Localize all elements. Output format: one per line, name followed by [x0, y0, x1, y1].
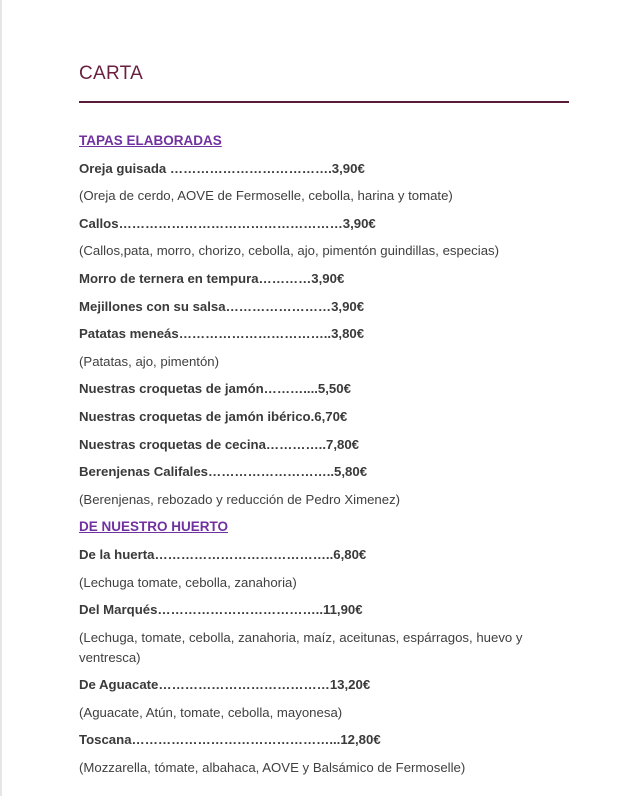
menu-item-de-aguacate: De Aguacate…………………………………13,20€: [79, 677, 371, 693]
menu-content: [79, 131, 569, 786]
menu-item-description: (Lechuga, tomate, cebolla, zanahoria, maíz, aceitunas, espárragos, huevo y ventresca): [79, 629, 523, 665]
page-edge-rule: [0, 0, 2, 796]
title-divider: [79, 101, 569, 103]
menu-item-description: (Mozzarella, tómate, albahaca, AOVE y Balsámico de Fermoselle): [79, 760, 466, 776]
menu-item-croquetas-cecina: Nuestras croquetas de cecina…………..7,80€: [79, 436, 359, 452]
menu-item-croquetas-jamon-iberico: Nuestras croquetas de jamón ibérico.6,70€: [79, 408, 348, 424]
menu-item-de-la-huerta: De la huerta…………………………………..6,80€: [79, 546, 367, 562]
menu-item-description: (Berenjenas, rebozado y reducción de Pedro Ximenez): [79, 491, 401, 507]
menu-item-toscana: Toscana………………………………………...12,80€: [79, 732, 381, 748]
menu-item-berenjenas-califales: Berenjenas Califales………………………..5,80€: [79, 464, 368, 480]
menu-item-callos: Callos……………………………………………3,90€: [79, 215, 376, 231]
menu-item-description: (Lechuga tomate, cebolla, zanahoria): [79, 574, 297, 590]
section-heading-huerto: DE NUESTRO HUERTO: [79, 519, 229, 535]
menu-item-del-marques: Del Marqués………………………………..11,90€: [79, 602, 363, 618]
page-title: CARTA: [79, 63, 144, 84]
menu-item-description: (Patatas, ajo, pimentón): [79, 353, 220, 369]
section-heading-tapas: TAPAS ELABORADAS: [79, 133, 222, 148]
menu-item-description: (Aguacate, Atún, tomate, cebolla, mayonesa): [79, 704, 343, 720]
menu-item-description: (Callos,pata, morro, chorizo, cebolla, ajo, pimentón guindillas, especias): [79, 243, 500, 259]
menu-item-croquetas-jamon: Nuestras croquetas de jamón………....5,50€: [79, 381, 351, 397]
menu-item-morro-de-ternera: Morro de ternera en tempura…………3,90€: [79, 270, 345, 286]
menu-item-oreja-guisada: Oreja guisada ……………………………….3,90€: [79, 160, 365, 176]
menu-item-patatas-meneas: Patatas meneás……………………………..3,80€: [79, 326, 365, 342]
menu-item-description: (Oreja de cerdo, AOVE de Fermoselle, cebolla, harina y tomate): [79, 188, 453, 204]
menu-item-mejillones: Mejillones con su salsa……………………3,90€: [79, 298, 365, 314]
